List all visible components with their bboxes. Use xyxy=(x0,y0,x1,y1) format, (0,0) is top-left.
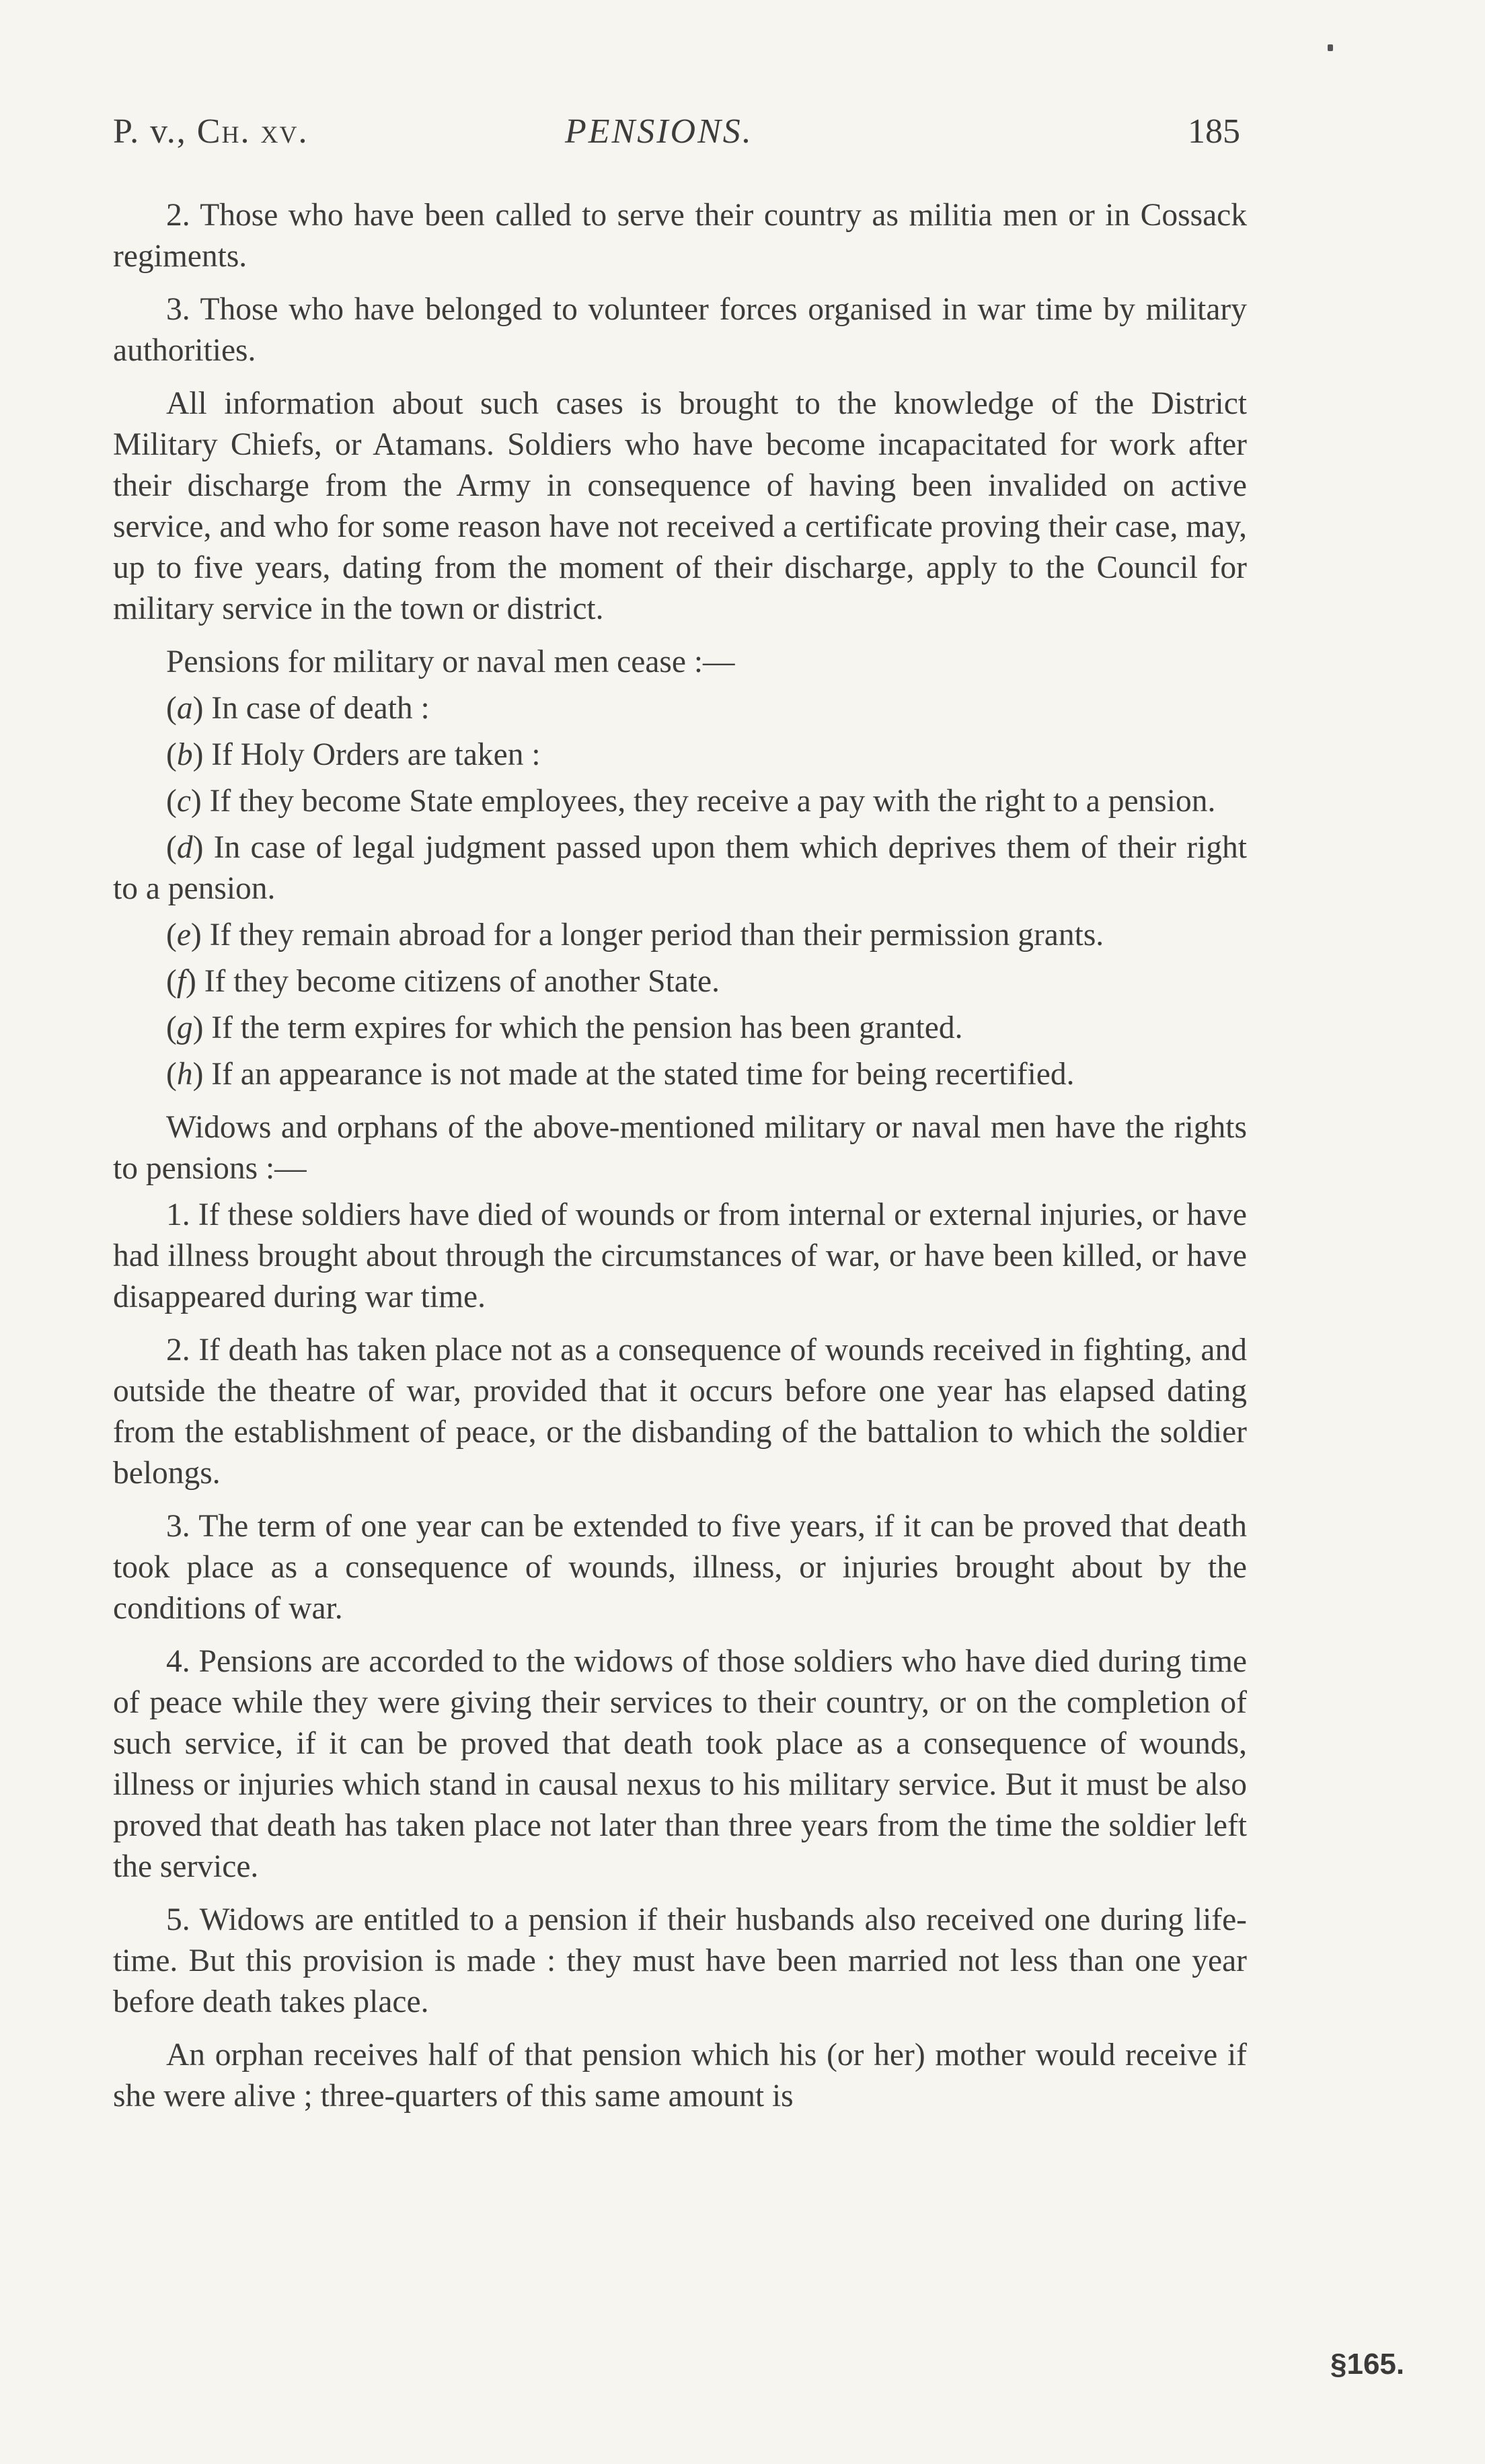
list-item-d: (d) In case of legal judgment passed upon them which deprives them of their right to a pension. xyxy=(113,830,1247,906)
list-item-text: In case of death : xyxy=(211,691,430,726)
list-item-h: (h) If an appearance is not made at the stated time for being recertified. xyxy=(166,1057,1075,1092)
list-letter: f xyxy=(176,964,186,999)
ink-dot xyxy=(1328,44,1333,51)
paragraph-text: 1. If these soldiers have died of wounds or from internal or external injuries, or have had illness brought about through the circumstances of war, or have been killed, or have disappeared during war time. xyxy=(113,1197,1247,1314)
list-letter: c xyxy=(176,784,191,819)
header-part-label: P. v., xyxy=(113,112,197,151)
list-item-text: In case of legal judgment passed upon them which deprives them of their right to a pension. xyxy=(113,830,1247,906)
numbered-item-2 xyxy=(113,1330,1247,1494)
paragraph-text: 5. Widows are entitled to a pension if their husbands also received one during life-time. But this provision is made : they must have been married not less than one year before death takes place. xyxy=(113,1902,1247,2019)
paragraph-text: Widows and orphans of the above-mentioned military or naval men have the rights to pensions :— xyxy=(113,1110,1247,1186)
paragraph-text: 2. If death has taken place not as a consequence of wounds received in fighting, and outside the theatre of war, provided that it occurs before one year has elapsed dating from the establishment of peace, or the disbanding of the battalion to which the soldier belongs. xyxy=(113,1333,1247,1491)
paragraph-text: 3. Those who have belonged to volunteer forces organised in war time by military authorities. xyxy=(113,292,1247,368)
paragraph-text: 2. Those who have been called to serve their country as militia men or in Cossack regiments. xyxy=(113,198,1247,274)
paragraph-information xyxy=(113,383,1247,630)
list-item-text: If they become citizens of another State. xyxy=(204,964,720,999)
list-item-e: (e) If they remain abroad for a longer period than their permission grants. xyxy=(166,918,1104,953)
paragraph-widows-orphans xyxy=(113,1107,1247,1189)
header-part-chapter xyxy=(113,112,308,151)
list-letter: b xyxy=(176,737,193,772)
list-item-b: (b) If Holy Orders are taken : xyxy=(166,737,541,772)
list-letter: e xyxy=(176,918,191,953)
list-item-text: If the term expires for which the pension has been granted. xyxy=(211,1010,963,1045)
list-item-f: (f) If they become citizens of another State. xyxy=(166,964,720,999)
list-item-text: If an appearance is not made at the stated time for being recertified. xyxy=(211,1057,1075,1092)
list-letter: d xyxy=(176,830,193,865)
numbered-item-5 xyxy=(113,1900,1247,2023)
list-item-a: (a) In case of death : xyxy=(166,691,430,726)
paragraph-text: Pensions for military or naval men cease :— xyxy=(166,644,735,679)
paragraph-3 xyxy=(113,289,1247,371)
list-item-text: If they remain abroad for a longer period than their permission grants. xyxy=(209,918,1104,953)
numbered-item-4 xyxy=(113,1641,1247,1888)
list-item-c: (c) If they become State employees, they receive a pay with the right to a pension. xyxy=(166,784,1216,819)
list-letter: g xyxy=(176,1010,193,1045)
list-item-text: If they become State employees, they receive a pay with the right to a pension. xyxy=(209,784,1216,819)
paragraph-text: 4. Pensions are accorded to the widows of those soldiers who have died during time of peace while they were giving their services to their country, or on the completion of such service, if it can be proved that death took place as a consequence of wounds, illness or injuries which stand in causal nexus to his military service. But it must be also proved that death has taken place not later than three years from the time the soldier left the service. xyxy=(113,1644,1247,1884)
section-mark: §165. xyxy=(1330,2348,1405,2381)
paragraph-text: 3. The term of one year can be extended to five years, if it can be proved that death took place as a consequence of wounds, illness, or injuries brought about by the conditions of war. xyxy=(113,1509,1247,1626)
page-number: 185 xyxy=(1188,112,1240,151)
paragraph-text: An orphan receives half of that pension which his (or her) mother would receive if she were alive ; three-quarters of this same amount is xyxy=(113,2038,1247,2114)
list-letter: a xyxy=(176,691,193,726)
paragraph-text: All information about such cases is brought to the knowledge of the District Military Chiefs, or Atamans. Soldiers who have become incapacitated for work after their discharge from the Army in consequence of having been invalided on active service, and who for some reason have not received a certificate proving their case, may, up to five years, dating from the moment of their discharge, apply to the Council for military service in the town or district. xyxy=(113,386,1247,626)
header-title: PENSIONS. xyxy=(565,112,753,151)
paragraph-orphan xyxy=(113,2035,1247,2117)
list-item-text: If Holy Orders are taken : xyxy=(211,737,541,772)
page-body xyxy=(113,195,1247,2129)
list-letter: h xyxy=(176,1057,193,1092)
paragraph-2 xyxy=(113,195,1247,277)
header-chapter-label: Ch. xv. xyxy=(196,112,309,151)
list-item-g: (g) If the term expires for which the pension has been granted. xyxy=(166,1010,963,1045)
numbered-item-1 xyxy=(113,1195,1247,1318)
paragraph-pensions-cease xyxy=(113,642,1247,683)
running-header xyxy=(113,112,1240,160)
numbered-item-3 xyxy=(113,1506,1247,1629)
